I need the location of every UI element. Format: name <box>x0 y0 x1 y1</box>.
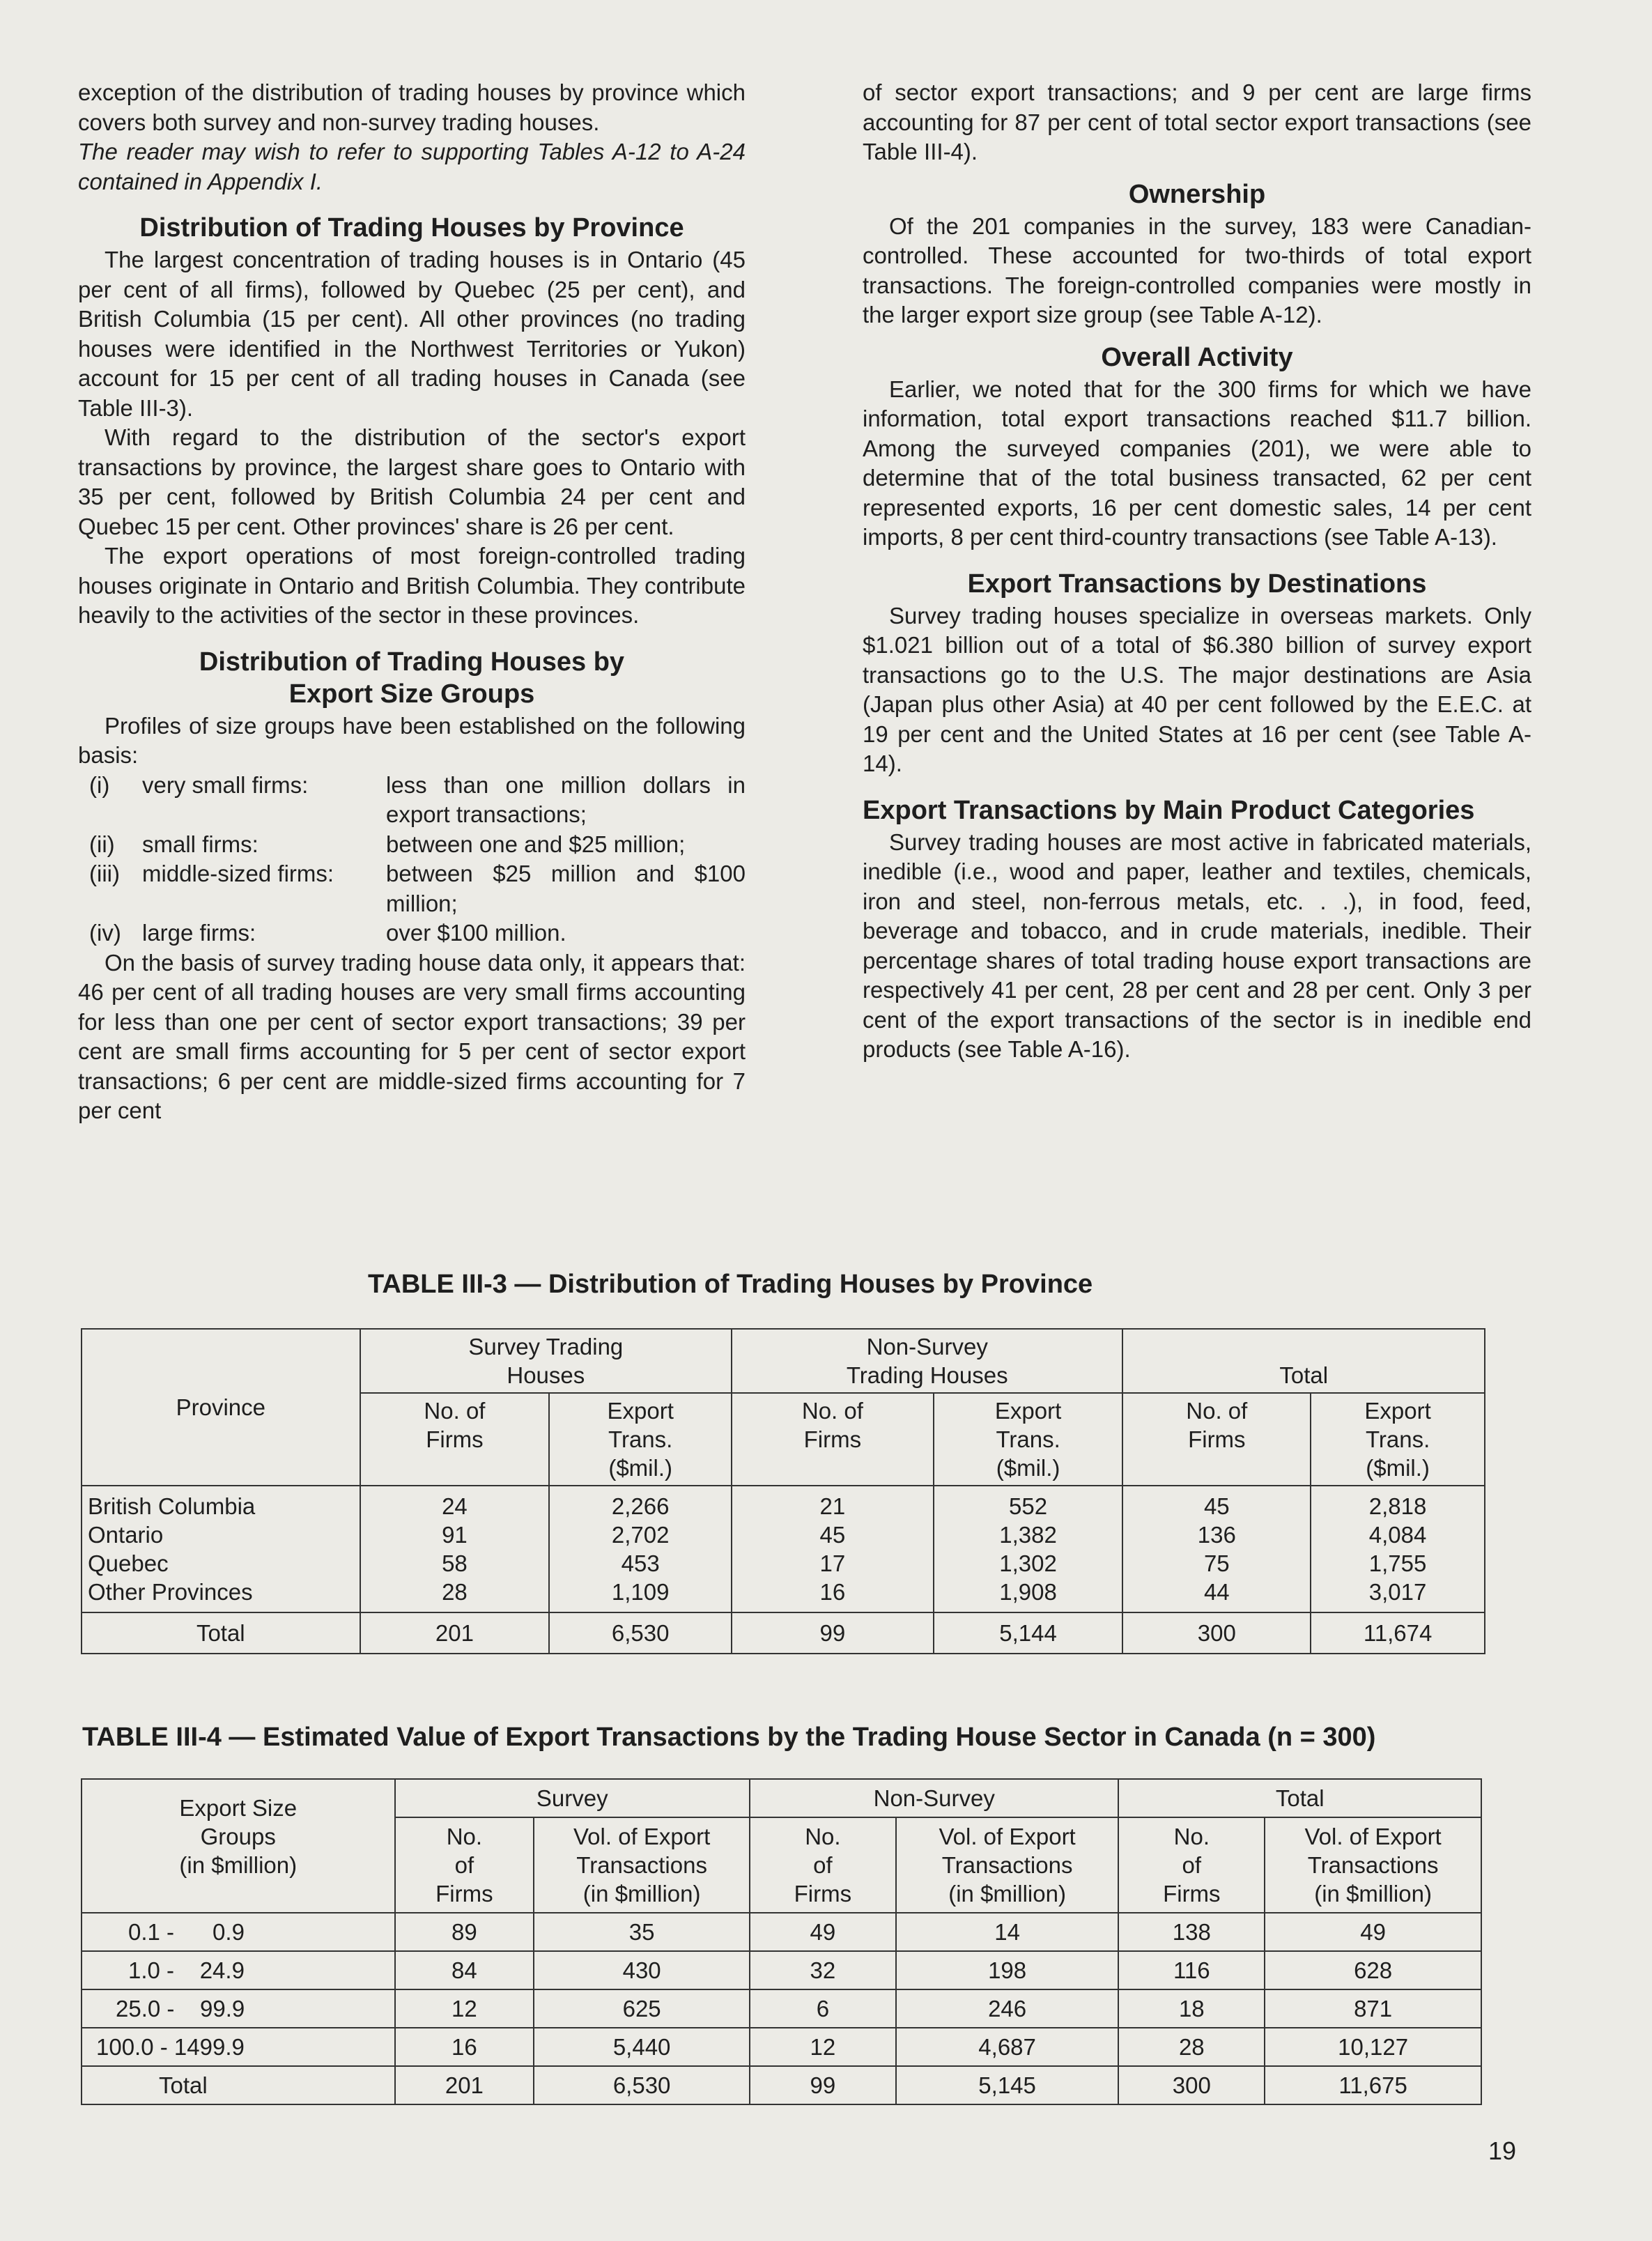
list-item <box>78 859 746 918</box>
value: 11,674 <box>1311 1612 1485 1654</box>
value: 58 <box>442 1550 468 1576</box>
heading-export-destinations: Export Transactions by Destinations <box>967 569 1427 599</box>
header-line: Vol. of Export <box>573 1824 711 1849</box>
list-item <box>78 830 746 860</box>
header-line: Trans. <box>1365 1426 1430 1452</box>
nonsurvey-export-cell <box>934 1486 1123 1612</box>
intro-paragraph: exception of the distribution of trading houses by province which covers both survey and non-survey trading houses. <box>78 79 746 135</box>
page-number: 19 <box>1488 2136 1517 2165</box>
header-line: of <box>454 1852 474 1878</box>
paragraph: of sector export transactions; and 9 per cent are large firms accounting for 87 per cent of total sector export transactions (see Table III-4). <box>863 79 1531 164</box>
column-header <box>1311 1393 1485 1486</box>
value: 11,675 <box>1265 2066 1481 2104</box>
value: 28 <box>1118 2028 1265 2066</box>
table-row <box>82 1989 1481 2028</box>
paragraph: Of the 201 companies in the survey, 183 were Canadian-controlled. These accounted for two-thirds of total export transactions. The foreign-controlled companies were mostly in the larger export size group (see Table A-12). <box>863 213 1531 328</box>
header-line: No. <box>805 1824 841 1849</box>
total-label: Total <box>82 1612 360 1654</box>
header-line: Export <box>994 1398 1062 1424</box>
list-label: very small firms: <box>142 771 309 798</box>
value: 453 <box>621 1550 660 1576</box>
value: 1,908 <box>999 1579 1057 1605</box>
table-total-row <box>82 2066 1481 2104</box>
list-description: over $100 million. <box>386 920 566 946</box>
size-group-list <box>78 771 746 948</box>
header-line: Firms <box>435 1881 493 1907</box>
header-line: Firms <box>1163 1881 1221 1907</box>
header-line: Survey Trading <box>468 1334 624 1360</box>
appendix-note: The reader may wish to refer to supporting Tables A-12 to A-24 contained in Appendix I. <box>78 139 746 194</box>
value: 49 <box>750 1913 896 1951</box>
header-line: Export <box>1364 1398 1431 1424</box>
list-description: between $25 million and $100 million; <box>386 861 746 916</box>
column-header <box>549 1393 732 1486</box>
value: 35 <box>534 1913 750 1951</box>
header-line: Transactions <box>1307 1852 1439 1878</box>
column-group-header <box>360 1329 732 1393</box>
table-title: TABLE III-4 — Estimated Value of Export Transactions by the Trading House Sector in Canada (n = 300) <box>82 1723 1376 1752</box>
value: 14 <box>896 1913 1119 1951</box>
value: 552 <box>1009 1493 1048 1519</box>
value: 16 <box>819 1579 846 1605</box>
value: 4,084 <box>1368 1522 1427 1548</box>
value: 300 <box>1122 1612 1311 1654</box>
list-number: (i) <box>89 771 110 798</box>
header-line: Firms <box>1188 1426 1246 1452</box>
list-number: (iii) <box>89 861 120 886</box>
value: 24 <box>442 1493 468 1519</box>
header-line: Export <box>607 1398 674 1424</box>
header-line: Non-Survey <box>866 1334 988 1360</box>
right-column <box>863 78 1531 1065</box>
value: 430 <box>534 1951 750 1989</box>
column-group-header: Survey <box>395 1779 750 1817</box>
column-header <box>360 1393 550 1486</box>
paragraph: The largest concentration of trading houses is in Ontario (45 per cent of all firms), followed by Quebec (25 per cent), and British Columbia (15 per cent). All other provinces (no trading houses were identified in the Northwest Territories or Yukon) account for 15 per cent of all trading houses in Canada (see Table III-3). <box>78 247 746 421</box>
table-row <box>82 1951 1481 1989</box>
nonsurvey-firms-cell <box>732 1486 934 1612</box>
value: 91 <box>442 1522 468 1548</box>
heading-ownership: Ownership <box>1128 179 1266 209</box>
list-item <box>78 918 746 948</box>
value: 12 <box>750 2028 896 2066</box>
total-export-cell <box>1311 1486 1485 1612</box>
paragraph: The export operations of most foreign-controlled trading houses originate in Ontario and British Columbia. They contribute heavily to the activities of the sector in these provinces. <box>78 543 746 628</box>
value: 2,266 <box>611 1493 670 1519</box>
table-row <box>82 2028 1481 2066</box>
header-line: Trans. <box>996 1426 1060 1452</box>
value: 871 <box>1265 1989 1481 2028</box>
value: 300 <box>1118 2066 1265 2104</box>
value: 10,127 <box>1265 2028 1481 2066</box>
list-description: between one and $25 million; <box>386 831 686 857</box>
table-title: TABLE III-3 — Distribution of Trading Houses by Province <box>368 1270 1093 1299</box>
header-line: (in $million) <box>1314 1881 1432 1907</box>
value: 32 <box>750 1951 896 1989</box>
value: 138 <box>1118 1913 1265 1951</box>
header-line: No. of <box>1186 1398 1248 1424</box>
province-cell <box>82 1486 360 1612</box>
value: 1,302 <box>999 1550 1057 1576</box>
value: 5,145 <box>896 2066 1119 2104</box>
value: 45 <box>1203 1493 1230 1519</box>
value: 1,109 <box>611 1579 670 1605</box>
value: 12 <box>395 1989 534 2028</box>
heading-product-categories: Export Transactions by Main Product Categories <box>863 795 1475 825</box>
paragraph: On the basis of survey trading house data only, it appears that: 46 per cent of all trading houses are very small firms accounting for less than one per cent of sector export transactions; 39 per cent are small firms accounting for 5 per cent of sector export transactions; 6 per cent are middle-sized firms accounting for 7 per cent <box>78 949 746 1123</box>
paragraph: Survey trading houses are most active in fabricated materials, inedible (i.e., wood and paper, leather and textiles, chemicals, iron and steel, non-ferrous metals, etc. . .), in food, feed, beverage and tobacco, and in crude materials, inedible. Their percentage shares of total trading house export transactions are respectively 41 per cent, 28 per cent and 28 per cent. Only 3 per cent of the export transactions of the sector is in inedible end products (see Table A-16). <box>863 829 1531 1062</box>
list-label: large firms: <box>142 920 256 946</box>
value: 6 <box>750 1989 896 2028</box>
survey-firms-cell <box>360 1486 550 1612</box>
left-column <box>78 78 746 1126</box>
column-header <box>1118 1817 1265 1913</box>
value: 89 <box>395 1913 534 1951</box>
header-line: (in $million) <box>948 1881 1066 1907</box>
header-line: No. of <box>424 1398 486 1424</box>
value: 18 <box>1118 1989 1265 2028</box>
province-name: Quebec <box>88 1550 169 1576</box>
value: 21 <box>819 1493 846 1519</box>
value: 625 <box>534 1989 750 2028</box>
header-line: Trans. <box>608 1426 673 1452</box>
province-name: Other Provinces <box>88 1579 253 1605</box>
heading-distribution-by-province: Distribution of Trading Houses by Province <box>139 213 684 242</box>
heading-distribution-by-size <box>78 646 746 710</box>
header-line: (in $million) <box>179 1852 298 1878</box>
value: 99 <box>732 1612 934 1654</box>
value: 1,755 <box>1368 1550 1427 1576</box>
size-group: 100.0 - 1499.9 <box>82 2028 395 2066</box>
list-item <box>78 771 746 830</box>
table-body-row <box>82 1486 1485 1612</box>
header-line: of <box>1182 1852 1202 1878</box>
header-line: Vol. of Export <box>1304 1824 1442 1849</box>
value: 2,702 <box>611 1522 670 1548</box>
column-header <box>395 1817 534 1913</box>
column-group-header: Non-Survey <box>750 1779 1118 1817</box>
header-line: Groups <box>200 1824 276 1849</box>
table-distribution-by-province <box>81 1328 1485 1654</box>
list-number: (ii) <box>89 831 115 857</box>
column-header <box>896 1817 1119 1913</box>
value: 17 <box>819 1550 846 1576</box>
header-line: ($mil.) <box>1366 1455 1430 1481</box>
value: 5,440 <box>534 2028 750 2066</box>
column-header <box>934 1393 1123 1486</box>
value: 628 <box>1265 1951 1481 1989</box>
header-line: No. <box>1173 1824 1210 1849</box>
header-line: Trading Houses <box>846 1362 1008 1388</box>
header-line: of <box>813 1852 833 1878</box>
header-line: Export Size <box>179 1795 298 1821</box>
value: 1,382 <box>999 1522 1057 1548</box>
header-line: Vol. of Export <box>939 1824 1076 1849</box>
header-line: Houses <box>507 1362 585 1388</box>
column-header <box>1265 1817 1481 1913</box>
column-header <box>750 1817 896 1913</box>
size-group: 0.1 - 0.9 <box>82 1913 395 1951</box>
value: 4,687 <box>896 2028 1119 2066</box>
header-line: ($mil.) <box>996 1455 1060 1481</box>
value: 246 <box>896 1989 1119 2028</box>
value: 49 <box>1265 1913 1481 1951</box>
value: 2,818 <box>1368 1493 1427 1519</box>
header-line: Firms <box>426 1426 484 1452</box>
list-description: less than one million dollars in export transactions; <box>386 771 746 827</box>
value: 136 <box>1197 1522 1236 1548</box>
value: 116 <box>1118 1951 1265 1989</box>
column-header <box>732 1393 934 1486</box>
value: 3,017 <box>1368 1579 1427 1605</box>
size-group: 25.0 - 99.9 <box>82 1989 395 2028</box>
value: 5,144 <box>934 1612 1123 1654</box>
header-line: (in $million) <box>582 1881 701 1907</box>
list-label: middle-sized firms: <box>142 861 334 886</box>
value: 198 <box>896 1951 1119 1989</box>
header-line: No. of <box>801 1398 863 1424</box>
header-line: Transactions <box>576 1852 707 1878</box>
header-line: Firms <box>803 1426 862 1452</box>
table-header-row <box>82 1779 1481 1817</box>
table-row <box>82 1913 1481 1951</box>
header-line: No. <box>446 1824 483 1849</box>
column-group-header: Total <box>1122 1329 1485 1393</box>
total-firms-cell <box>1122 1486 1311 1612</box>
paragraph: Earlier, we noted that for the 300 firms for which we have information, total export transactions reached $11.7 billion. Among the surveyed companies (201), we were able to determine that of the total business transacted, 62 per cent represented exports, 16 per cent domestic sales, 14 per cent imports, 8 per cent third-country transactions (see Table A-13). <box>863 376 1531 550</box>
column-group-header <box>732 1329 1122 1393</box>
survey-export-cell <box>549 1486 732 1612</box>
value: 6,530 <box>549 1612 732 1654</box>
value: 201 <box>395 2066 534 2104</box>
value: 44 <box>1203 1579 1230 1605</box>
header-line: Firms <box>794 1881 852 1907</box>
table-export-transactions-by-size <box>81 1778 1482 2105</box>
column-header <box>82 1779 395 1913</box>
value: 6,530 <box>534 2066 750 2104</box>
column-header: Province <box>82 1329 360 1486</box>
column-group-header: Total <box>1118 1779 1481 1817</box>
heading-overall-activity: Overall Activity <box>1101 342 1293 372</box>
column-header <box>1122 1393 1311 1486</box>
value: 16 <box>395 2028 534 2066</box>
table-header-row <box>82 1329 1485 1393</box>
header-line: ($mil.) <box>608 1455 672 1481</box>
province-name: British Columbia <box>88 1493 256 1519</box>
heading-line: Distribution of Trading Houses by <box>199 647 625 677</box>
value: 75 <box>1203 1550 1230 1576</box>
paragraph: With regard to the distribution of the sector's export transactions by province, the largest share goes to Ontario with 35 per cent, followed by British Columbia 24 per cent and Quebec 15 per cent. Other provinces' share is 26 per cent. <box>78 424 746 539</box>
value: 28 <box>442 1579 468 1605</box>
list-label: small firms: <box>142 831 258 857</box>
total-label: Total <box>82 2066 395 2104</box>
column-header <box>534 1817 750 1913</box>
heading-line: Export Size Groups <box>288 679 535 709</box>
paragraph: Profiles of size groups have been established on the following basis: <box>78 712 746 768</box>
list-number: (iv) <box>89 920 121 946</box>
header-line: Transactions <box>941 1852 1073 1878</box>
value: 84 <box>395 1951 534 1989</box>
value: 201 <box>360 1612 550 1654</box>
value: 45 <box>819 1522 846 1548</box>
size-group: 1.0 - 24.9 <box>82 1951 395 1989</box>
province-name: Ontario <box>88 1522 164 1548</box>
paragraph: Survey trading houses specialize in overseas markets. Only $1.021 billion out of a total of $6.380 billion of survey export transactions go to the U.S. The major destinations are Asia (Japan plus other Asia) at 40 per cent followed by the E.E.C. at 19 per cent and the United States at 16 per cent (see Table A-14). <box>863 602 1531 776</box>
table-total-row <box>82 1612 1485 1654</box>
value: 99 <box>750 2066 896 2104</box>
